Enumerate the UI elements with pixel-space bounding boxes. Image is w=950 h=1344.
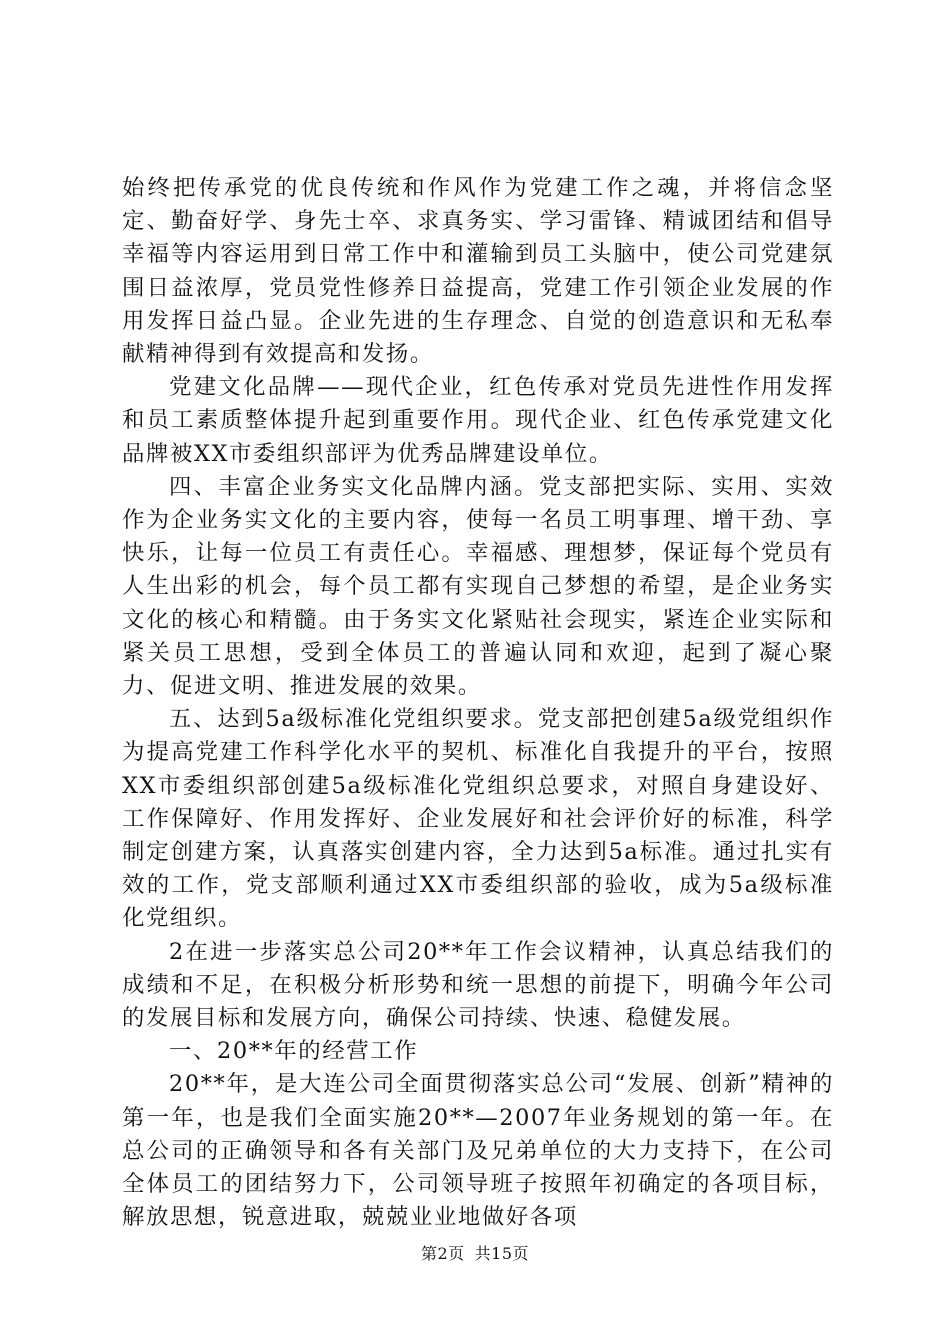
paragraph-2: 党建文化品牌——现代企业，红色传承对党员先进性作用发挥和员工素质整体提升起到重要作用。现代企业、红色传承党建文化品牌被XX市委组织部评为优秀品牌建设单位。 xyxy=(122,374,834,467)
paragraph-3: 四、丰富企业务实文化品牌内涵。党支部把实际、实用、实效作为企业务实文化的主要内容，使每一名员工明事理、增干劲、享快乐，让每一位员工有责任心。幸福感、理想梦，保证每个党员有人生出彩的机会，每个员工都有实现自己梦想的希望，是企业务实文化的核心和精髓。由于务实文化紧贴社会现实，紧连企业实际和紧关员工思想，受到全体员工的普遍认同和欢迎，起到了凝心聚力、促进文明、推进发展的效果。 xyxy=(122,473,834,700)
paragraph-1: 始终把传承党的优良传统和作风作为党建工作之魂，并将信念坚定、勤奋好学、身先士卒、求真务实、学习雷锋、精诚团结和倡导幸福等内容运用到日常工作中和灌输到员工头脑中，使公司党建氛围日益浓厚，党员党性修养日益提高，党建工作引领企业发展的作用发挥日益凸显。企业先进的生存理念、自觉的创造意识和无私奉献精神得到有效提高和发扬。 xyxy=(122,175,834,368)
page-number: 第2页 xyxy=(420,1244,465,1263)
section-heading: 一、20**年的经营工作 xyxy=(169,1038,419,1065)
paragraph-4: 五、达到5a级标准化党组织要求。党支部把创建5a级党组织作为提高党建工作科学化水平的契机、标准化自我提升的平台，按照XX市委组织部创建5a级标准化党组织总要求，对照自身建设好、工作保障好、作用发挥好、企业发展好和社会评价好的标准，科学制定创建方案，认真落实创建内容，全力达到5a标准。通过扎实有效的工作，党支部顺利通过XX市委组织部的验收，成为5a级标准化党组织。 xyxy=(122,706,834,932)
paragraph-6: 20**年，是大连公司全面贯彻落实总公司“发展、创新”精神的第一年，也是我们全面实施20**—2007年业务规划的第一年。在总公司的正确领导和各有关部门及兄弟单位的大力支持下，在公司全体员工的团结努力下，公司领导班子按照年初确定的各项目标，解放思想，锐意进取，兢兢业业地做好各项 xyxy=(122,1071,834,1231)
page-total: 共15页 xyxy=(474,1244,530,1263)
page-footer xyxy=(0,1244,950,1264)
paragraph-5: 2在进一步落实总公司20**年工作会议精神，认真总结我们的成绩和不足，在积极分析形势和统一思想的前提下，明确今年公司的发展目标和发展方向，确保公司持续、快速、稳健发展。 xyxy=(122,938,834,1032)
document-body xyxy=(122,172,834,1235)
